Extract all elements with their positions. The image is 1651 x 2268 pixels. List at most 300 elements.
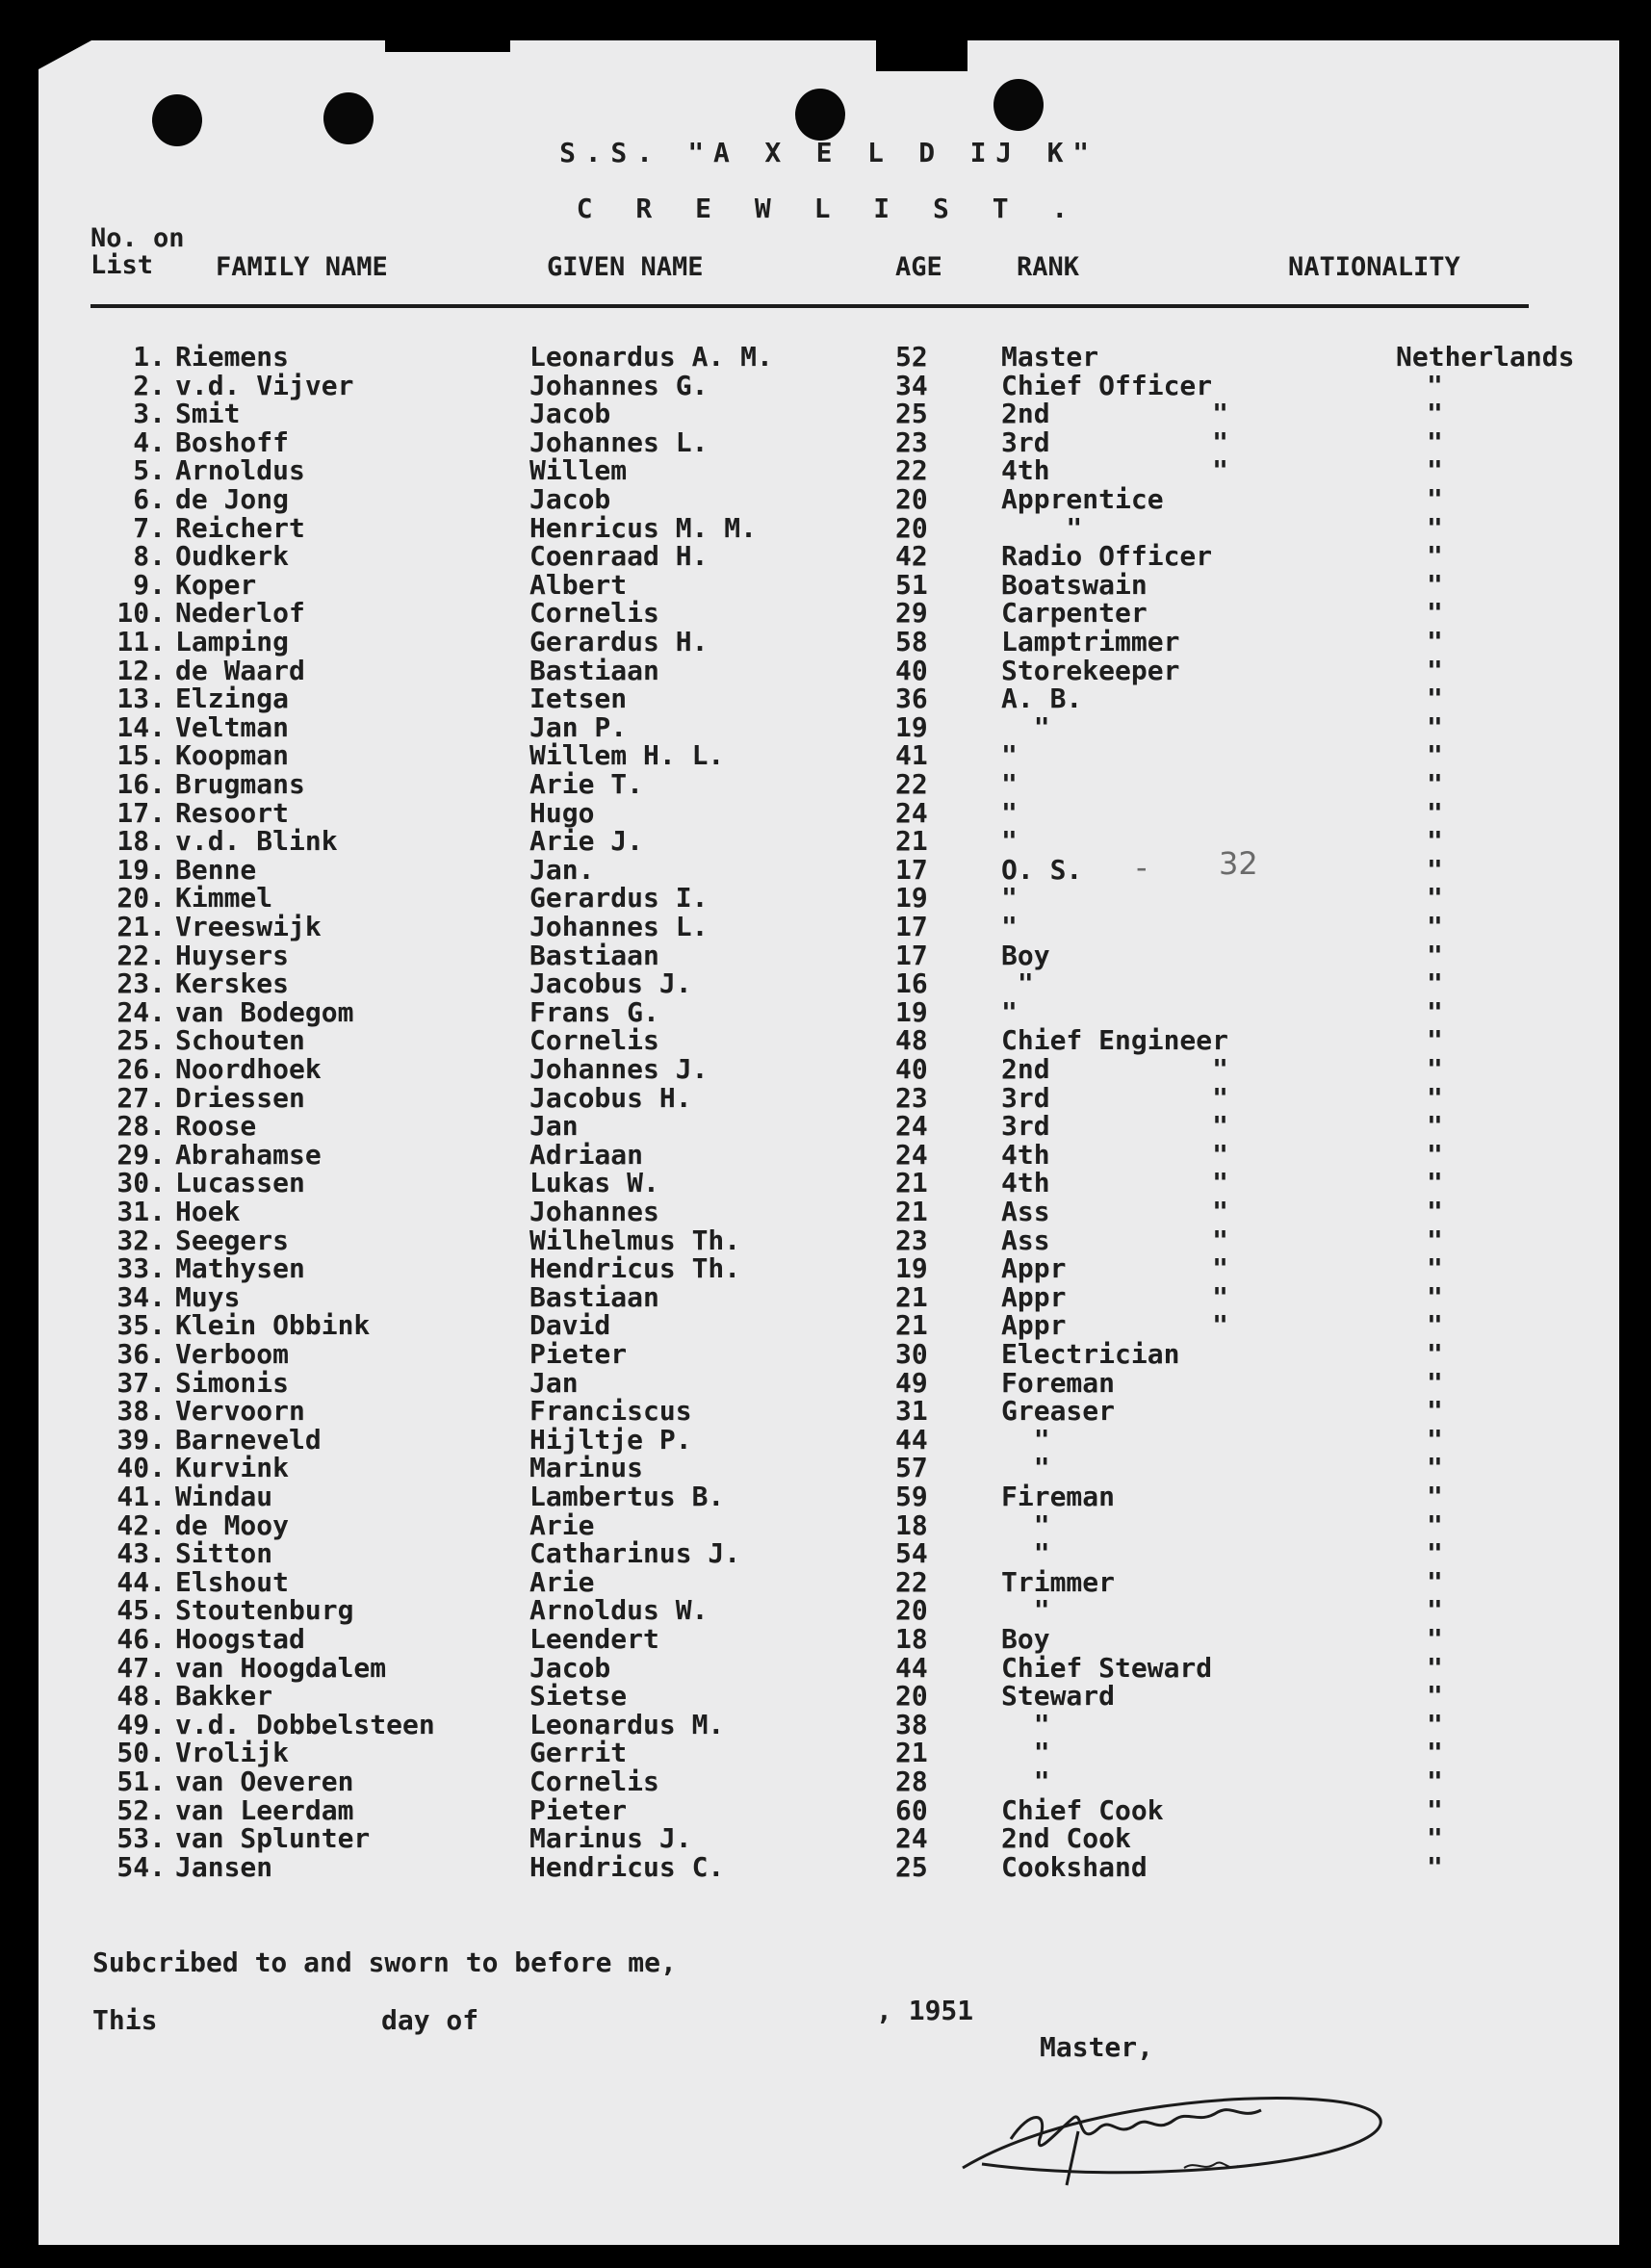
family-name-cell: van Hoogdalem bbox=[175, 1651, 387, 1684]
row-number-cell: 19. bbox=[116, 853, 166, 886]
row-number-cell: 23. bbox=[116, 967, 166, 1000]
given-name-cell: Arie J. bbox=[529, 825, 644, 858]
age-cell: 21 bbox=[895, 1280, 928, 1313]
row-number-cell: 6. bbox=[133, 483, 166, 515]
rank-cell: Boy bbox=[1001, 1623, 1050, 1655]
row-number-cell: 49. bbox=[116, 1708, 166, 1740]
age-cell: 21 bbox=[895, 1737, 928, 1769]
family-name-cell: Resoort bbox=[175, 796, 290, 829]
table-row bbox=[39, 1565, 1619, 1598]
row-number-cell: 22. bbox=[116, 939, 166, 971]
given-name-cell: Leonardus A. M. bbox=[529, 341, 773, 373]
row-number-cell: 40. bbox=[116, 1452, 166, 1484]
table-row bbox=[39, 1395, 1619, 1428]
family-name-cell: Koper bbox=[175, 568, 257, 601]
col-rank-header: RANK bbox=[1017, 252, 1080, 282]
rank-cell: Steward bbox=[1001, 1680, 1116, 1713]
row-number-cell: 25. bbox=[116, 1024, 166, 1057]
table-row bbox=[39, 1423, 1619, 1456]
age-cell: 18 bbox=[895, 1508, 928, 1541]
family-name-cell: Hoogstad bbox=[175, 1623, 305, 1655]
family-name-cell: Lucassen bbox=[175, 1167, 305, 1199]
nationality-cell: " bbox=[1427, 1737, 1443, 1769]
rank-cell: " bbox=[1001, 768, 1018, 800]
col-nationality-header: NATIONALITY bbox=[1288, 252, 1460, 282]
given-name-cell: Hijltje P. bbox=[529, 1423, 692, 1456]
family-name-cell: Sitton bbox=[175, 1537, 273, 1570]
nationality-cell: " bbox=[1427, 1793, 1443, 1826]
given-name-cell: Gerrit bbox=[529, 1737, 628, 1769]
nationality-cell: " bbox=[1427, 511, 1443, 544]
nationality-cell: " bbox=[1427, 768, 1443, 800]
given-name-cell: Johannes G. bbox=[529, 369, 709, 401]
row-number-cell: 53. bbox=[116, 1822, 166, 1855]
row-number-cell: 12. bbox=[116, 654, 166, 686]
page-tear-1 bbox=[39, 40, 91, 69]
rank-cell: Chief Steward bbox=[1001, 1651, 1213, 1684]
age-cell: 57 bbox=[895, 1452, 928, 1484]
table-row bbox=[39, 1594, 1619, 1627]
age-cell: 19 bbox=[895, 710, 928, 743]
row-number-cell: 15. bbox=[116, 739, 166, 772]
age-cell: 25 bbox=[895, 398, 928, 430]
row-number-cell: 3. bbox=[133, 398, 166, 430]
rank-cell: 3rd " bbox=[1001, 425, 1229, 458]
table-row bbox=[39, 1110, 1619, 1143]
family-name-cell: Benne bbox=[175, 853, 257, 886]
row-number-cell: 46. bbox=[116, 1623, 166, 1655]
age-cell: 59 bbox=[895, 1481, 928, 1512]
table-row bbox=[39, 1167, 1619, 1199]
nationality-cell: " bbox=[1427, 1081, 1443, 1114]
crew-list-page bbox=[39, 40, 1619, 2245]
table-row bbox=[39, 1338, 1619, 1370]
family-name-cell: Reichert bbox=[175, 511, 305, 544]
nationality-cell: " bbox=[1427, 1167, 1443, 1199]
given-name-cell: Gerardus H. bbox=[529, 626, 709, 657]
nationality-cell: " bbox=[1427, 683, 1443, 715]
age-cell: 41 bbox=[895, 739, 928, 772]
table-row bbox=[39, 1252, 1619, 1285]
rank-cell: " bbox=[1001, 1594, 1050, 1627]
nationality-cell: " bbox=[1427, 1423, 1443, 1456]
family-name-cell: de Waard bbox=[175, 654, 305, 686]
family-name-cell: Bakker bbox=[175, 1680, 273, 1713]
row-number-cell: 18. bbox=[116, 825, 166, 858]
given-name-cell: Catharinus J. bbox=[529, 1537, 741, 1570]
row-number-cell: 9. bbox=[133, 568, 166, 601]
nationality-cell: Netherlands bbox=[1396, 341, 1575, 373]
row-number-cell: 29. bbox=[116, 1138, 166, 1171]
row-number-cell: 45. bbox=[116, 1594, 166, 1627]
row-number-cell: 48. bbox=[116, 1680, 166, 1713]
table-row bbox=[39, 370, 1619, 399]
table-row bbox=[39, 967, 1619, 1000]
table-row bbox=[39, 1309, 1619, 1342]
row-number-cell: 30. bbox=[116, 1167, 166, 1199]
age-cell: 30 bbox=[895, 1338, 928, 1370]
nationality-cell: " bbox=[1427, 1452, 1443, 1484]
table-row bbox=[39, 1623, 1619, 1655]
rank-cell: " bbox=[1001, 911, 1018, 942]
row-number-cell: 51. bbox=[116, 1765, 166, 1797]
nationality-cell: " bbox=[1427, 626, 1443, 657]
table-row bbox=[39, 768, 1619, 800]
row-number-cell: 31. bbox=[116, 1196, 166, 1227]
family-name-cell: Brugmans bbox=[175, 768, 305, 800]
rank-cell: Boatswain bbox=[1001, 568, 1148, 601]
age-cell: 60 bbox=[895, 1793, 928, 1826]
table-row bbox=[39, 626, 1619, 655]
given-name-cell: Hendricus Th. bbox=[529, 1252, 741, 1285]
row-number-cell: 52. bbox=[116, 1793, 166, 1826]
age-cell: 18 bbox=[895, 1623, 928, 1655]
age-cell: 21 bbox=[895, 1167, 928, 1199]
nationality-cell: " bbox=[1427, 654, 1443, 686]
age-cell: 24 bbox=[895, 1110, 928, 1143]
row-number-cell: 44. bbox=[116, 1565, 166, 1598]
given-name-cell: Hendricus C. bbox=[529, 1850, 725, 1883]
given-name-cell: Cornelis bbox=[529, 1024, 659, 1057]
given-name-cell: Willem bbox=[529, 454, 628, 487]
given-name-cell: Willem H. L. bbox=[529, 739, 725, 772]
row-number-cell: 42. bbox=[116, 1508, 166, 1541]
row-number-cell: 14. bbox=[116, 710, 166, 743]
family-name-cell: Seegers bbox=[175, 1224, 290, 1256]
rank-cell: 3rd " bbox=[1001, 1081, 1229, 1114]
nationality-cell: " bbox=[1427, 1708, 1443, 1740]
family-name-cell: de Jong bbox=[175, 483, 290, 515]
given-name-cell: Lukas W. bbox=[529, 1167, 659, 1199]
given-name-cell: Jacob bbox=[529, 1651, 611, 1684]
nationality-cell: " bbox=[1427, 911, 1443, 942]
family-name-cell: Huysers bbox=[175, 939, 290, 971]
given-name-cell: Bastiaan bbox=[529, 654, 659, 686]
family-name-cell: Koopman bbox=[175, 739, 290, 772]
rank-cell: Storekeeper bbox=[1001, 654, 1180, 686]
given-name-cell: Ietsen bbox=[529, 683, 628, 715]
table-row bbox=[39, 654, 1619, 686]
age-cell: 17 bbox=[895, 911, 928, 942]
row-number-cell: 20. bbox=[116, 882, 166, 915]
age-cell: 38 bbox=[895, 1708, 928, 1740]
rank-cell: " bbox=[1001, 1452, 1050, 1484]
table-row bbox=[39, 1822, 1619, 1855]
crew-list-title: C R E W L I S T . bbox=[576, 193, 1082, 224]
row-number-cell: 38. bbox=[116, 1395, 166, 1428]
punch-hole-4 bbox=[993, 79, 1044, 131]
age-cell: 21 bbox=[895, 825, 928, 858]
table-row bbox=[39, 425, 1619, 458]
rank-cell: Cookshand bbox=[1001, 1850, 1148, 1883]
age-cell: 36 bbox=[895, 683, 928, 715]
table-row bbox=[39, 511, 1619, 544]
table-row bbox=[39, 1737, 1619, 1769]
table-row bbox=[39, 1138, 1619, 1171]
age-cell: 54 bbox=[895, 1537, 928, 1570]
family-name-cell: Muys bbox=[175, 1280, 241, 1313]
row-number-cell: 39. bbox=[116, 1423, 166, 1456]
rank-cell: Greaser bbox=[1001, 1395, 1116, 1428]
family-name-cell: Boshoff bbox=[175, 425, 290, 458]
family-name-cell: Stoutenburg bbox=[175, 1594, 354, 1627]
family-name-cell: Vrolijk bbox=[175, 1737, 290, 1769]
row-number-cell: 27. bbox=[116, 1081, 166, 1114]
rank-cell: " bbox=[1001, 796, 1018, 829]
table-row bbox=[39, 1024, 1619, 1057]
age-cell: 24 bbox=[895, 1138, 928, 1171]
table-row bbox=[39, 1280, 1619, 1313]
family-name-cell: Barneveld bbox=[175, 1423, 322, 1456]
nationality-cell: " bbox=[1427, 454, 1443, 487]
family-name-cell: Kurvink bbox=[175, 1452, 290, 1484]
rank-cell: Radio Officer bbox=[1001, 540, 1213, 573]
nationality-cell: " bbox=[1427, 1110, 1443, 1143]
rank-cell: " bbox=[1001, 1423, 1050, 1456]
given-name-cell: Frans G. bbox=[529, 995, 659, 1028]
family-name-cell: Arnoldus bbox=[175, 454, 305, 487]
col-family-header: FAMILY NAME bbox=[216, 252, 388, 282]
rank-cell: Appr " bbox=[1001, 1280, 1229, 1313]
nationality-cell: " bbox=[1427, 425, 1443, 458]
col-given-header: GIVEN NAME bbox=[547, 252, 704, 282]
nationality-cell: " bbox=[1427, 1280, 1443, 1313]
given-name-cell: Johannes bbox=[529, 1196, 659, 1227]
table-row bbox=[39, 1850, 1619, 1883]
age-cell: 22 bbox=[895, 454, 928, 487]
age-cell: 51 bbox=[895, 568, 928, 601]
age-cell: 20 bbox=[895, 1680, 928, 1713]
given-name-cell: Franciscus bbox=[529, 1395, 692, 1428]
age-cell: 24 bbox=[895, 796, 928, 829]
table-row bbox=[39, 825, 1619, 858]
rank-cell: " bbox=[1001, 1737, 1050, 1769]
nationality-cell: " bbox=[1427, 1651, 1443, 1684]
row-number-cell: 8. bbox=[133, 540, 166, 573]
row-number-cell: 54. bbox=[116, 1850, 166, 1883]
age-cell: 52 bbox=[895, 341, 928, 373]
age-cell: 21 bbox=[895, 1196, 928, 1227]
family-name-cell: v.d. Vijver bbox=[175, 369, 354, 401]
family-name-cell: Driessen bbox=[175, 1081, 305, 1114]
age-cell: 17 bbox=[895, 939, 928, 971]
family-name-cell: Smit bbox=[175, 398, 241, 430]
nationality-cell: " bbox=[1427, 939, 1443, 971]
row-number-cell: 11. bbox=[116, 626, 166, 657]
day-of-label: day of bbox=[381, 2004, 479, 2036]
rank-cell: Foreman bbox=[1001, 1366, 1116, 1399]
nationality-cell: " bbox=[1427, 398, 1443, 430]
master-signature bbox=[943, 2072, 1444, 2206]
col-no-header-1: No. on bbox=[90, 223, 185, 253]
given-name-cell: Johannes L. bbox=[529, 425, 709, 458]
rank-cell: Appr " bbox=[1001, 1309, 1229, 1342]
age-cell: 48 bbox=[895, 1024, 928, 1057]
header-rule bbox=[90, 304, 1529, 308]
nationality-cell: " bbox=[1427, 1224, 1443, 1256]
nationality-cell: " bbox=[1427, 1481, 1443, 1512]
age-cell: 58 bbox=[895, 626, 928, 657]
nationality-cell: " bbox=[1427, 369, 1443, 401]
rank-cell: Boy bbox=[1001, 939, 1050, 971]
family-name-cell: Vervoorn bbox=[175, 1395, 305, 1428]
given-name-cell: David bbox=[529, 1309, 611, 1342]
given-name-cell: Marinus bbox=[529, 1452, 644, 1484]
family-name-cell: Jansen bbox=[175, 1850, 273, 1883]
nationality-cell: " bbox=[1427, 483, 1443, 515]
rank-cell: " bbox=[1001, 1508, 1050, 1541]
nationality-cell: " bbox=[1427, 1252, 1443, 1285]
row-number-cell: 28. bbox=[116, 1110, 166, 1143]
table-row bbox=[39, 911, 1619, 940]
rank-cell: 2nd " bbox=[1001, 398, 1229, 430]
age-cell: 23 bbox=[895, 1224, 928, 1256]
nationality-cell: " bbox=[1427, 1508, 1443, 1541]
rank-cell: Ass " bbox=[1001, 1196, 1229, 1227]
rank-cell: Lamptrimmer bbox=[1001, 626, 1180, 657]
rank-cell: Fireman bbox=[1001, 1481, 1116, 1512]
col-no-header-2: List bbox=[90, 250, 154, 280]
rank-cell: Chief Officer bbox=[1001, 369, 1213, 401]
page-tear-2 bbox=[385, 40, 510, 52]
rank-cell: " bbox=[1001, 1708, 1050, 1740]
row-number-cell: 7. bbox=[133, 511, 166, 544]
nationality-cell: " bbox=[1427, 1024, 1443, 1057]
nationality-cell: " bbox=[1427, 1594, 1443, 1627]
family-name-cell: Oudkerk bbox=[175, 540, 290, 573]
row-number-cell: 2. bbox=[133, 369, 166, 401]
table-row bbox=[39, 1481, 1619, 1512]
age-cell: 28 bbox=[895, 1765, 928, 1797]
rank-cell: Chief Engineer bbox=[1001, 1024, 1229, 1057]
row-number-cell: 16. bbox=[116, 768, 166, 800]
nationality-cell: " bbox=[1427, 853, 1443, 886]
age-cell: 42 bbox=[895, 540, 928, 573]
row-number-cell: 35. bbox=[116, 1309, 166, 1342]
given-name-cell: Pieter bbox=[529, 1338, 628, 1370]
rank-cell: Ass " bbox=[1001, 1224, 1229, 1256]
table-row bbox=[39, 454, 1619, 487]
given-name-cell: Arnoldus W. bbox=[529, 1594, 709, 1627]
nationality-cell: " bbox=[1427, 1822, 1443, 1855]
rank-cell: O. S. bbox=[1001, 853, 1083, 886]
age-cell: 17 bbox=[895, 853, 928, 886]
given-name-cell: Johannes J. bbox=[529, 1053, 709, 1085]
row-number-cell: 34. bbox=[116, 1280, 166, 1313]
nationality-cell: " bbox=[1427, 1395, 1443, 1428]
row-number-cell: 1. bbox=[133, 341, 166, 373]
age-cell: 49 bbox=[895, 1366, 928, 1399]
row-number-cell: 26. bbox=[116, 1053, 166, 1085]
rank-cell: " bbox=[1001, 882, 1018, 915]
nationality-cell: " bbox=[1427, 739, 1443, 772]
age-cell: 21 bbox=[895, 1309, 928, 1342]
nationality-cell: " bbox=[1427, 1196, 1443, 1227]
family-name-cell: Nederlof bbox=[175, 597, 305, 630]
rank-cell: A. B. bbox=[1001, 683, 1083, 715]
age-cell: 19 bbox=[895, 1252, 928, 1285]
rank-cell: " bbox=[1001, 739, 1018, 772]
age-cell: 40 bbox=[895, 1053, 928, 1085]
rank-cell: " bbox=[1001, 1537, 1050, 1570]
rank-cell: 4th " bbox=[1001, 1138, 1229, 1171]
age-cell: 16 bbox=[895, 967, 928, 1000]
age-cell: 29 bbox=[895, 597, 928, 630]
age-cell: 20 bbox=[895, 511, 928, 544]
given-name-cell: Coenraad H. bbox=[529, 540, 709, 573]
row-number-cell: 13. bbox=[116, 683, 166, 715]
row-number-cell: 47. bbox=[116, 1651, 166, 1684]
family-name-cell: Riemens bbox=[175, 341, 290, 373]
nationality-cell: " bbox=[1427, 568, 1443, 601]
rank-cell: Master bbox=[1001, 341, 1099, 373]
given-name-cell: Arie bbox=[529, 1508, 595, 1541]
rank-cell: Electrician bbox=[1001, 1338, 1180, 1370]
nationality-cell: " bbox=[1427, 796, 1443, 829]
age-cell: 20 bbox=[895, 483, 928, 515]
nationality-cell: " bbox=[1427, 1338, 1443, 1370]
table-row bbox=[39, 1537, 1619, 1570]
nationality-cell: " bbox=[1427, 540, 1443, 573]
given-name-cell: Sietse bbox=[529, 1680, 628, 1713]
table-row bbox=[39, 739, 1619, 772]
given-name-cell: Gerardus I. bbox=[529, 882, 709, 915]
given-name-cell: Bastiaan bbox=[529, 939, 659, 971]
row-number-cell: 43. bbox=[116, 1537, 166, 1570]
row-number-cell: 17. bbox=[116, 796, 166, 829]
age-cell: 20 bbox=[895, 1594, 928, 1627]
given-name-cell: Wilhelmus Th. bbox=[529, 1224, 741, 1256]
nationality-cell: " bbox=[1427, 710, 1443, 743]
table-row bbox=[39, 483, 1619, 515]
nationality-cell: " bbox=[1427, 1850, 1443, 1883]
row-number-cell: 32. bbox=[116, 1224, 166, 1256]
table-row bbox=[39, 1452, 1619, 1484]
family-name-cell: Roose bbox=[175, 1110, 257, 1143]
family-name-cell: Kerskes bbox=[175, 967, 290, 1000]
table-row bbox=[39, 1793, 1619, 1826]
age-cell: 22 bbox=[895, 1565, 928, 1598]
page-tear-3 bbox=[876, 40, 967, 71]
rank-cell: " bbox=[1001, 1765, 1050, 1797]
nationality-cell: " bbox=[1427, 1765, 1443, 1797]
given-name-cell: Henricus M. M. bbox=[529, 511, 758, 544]
age-cell: 44 bbox=[895, 1423, 928, 1456]
table-row bbox=[39, 853, 1619, 886]
given-name-cell: Jacobus J. bbox=[529, 967, 692, 1000]
rank-cell: " bbox=[1001, 511, 1083, 544]
family-name-cell: de Mooy bbox=[175, 1508, 290, 1541]
rank-cell: 4th " bbox=[1001, 454, 1229, 487]
row-number-cell: 10. bbox=[116, 597, 166, 630]
table-row bbox=[39, 341, 1619, 373]
table-row bbox=[39, 1765, 1619, 1797]
table-row bbox=[39, 1680, 1619, 1713]
age-cell: 23 bbox=[895, 425, 928, 458]
age-cell: 23 bbox=[895, 1081, 928, 1114]
year-label: , 1951 bbox=[876, 1995, 974, 2026]
given-name-cell: Cornelis bbox=[529, 1765, 659, 1797]
given-name-cell: Jan bbox=[529, 1366, 579, 1399]
nationality-cell: " bbox=[1427, 597, 1443, 630]
family-name-cell: Klein Obbink bbox=[175, 1309, 371, 1342]
row-number-cell: 37. bbox=[116, 1366, 166, 1399]
rank-cell: Trimmer bbox=[1001, 1565, 1116, 1598]
family-name-cell: Noordhoek bbox=[175, 1053, 322, 1085]
nationality-cell: " bbox=[1427, 1309, 1443, 1342]
table-row bbox=[39, 540, 1619, 573]
nationality-cell: " bbox=[1427, 1623, 1443, 1655]
